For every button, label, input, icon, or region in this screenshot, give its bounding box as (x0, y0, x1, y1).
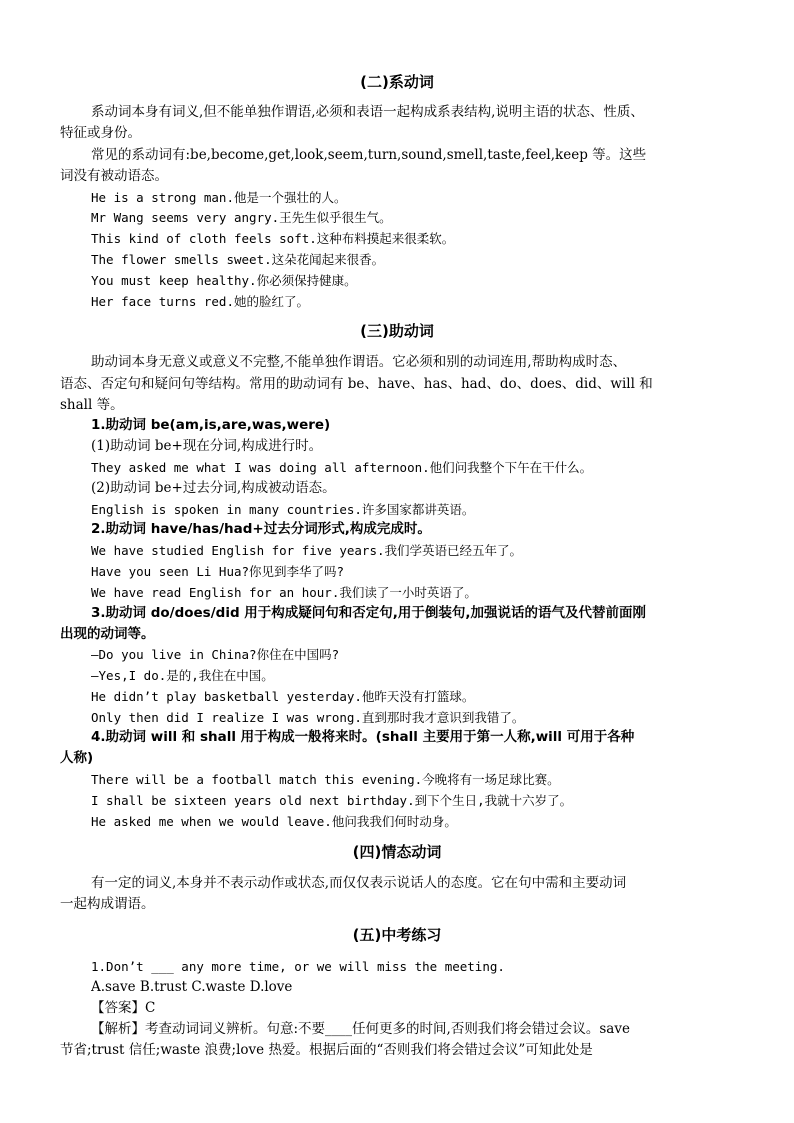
example-sentence: He asked me when we would leave.他问我我们何时动身。 (91, 814, 457, 829)
example-sentence: He didn’t play basketball yesterday.他昨天没有打篮球。 (91, 689, 475, 704)
example-sentence: I shall be sixteen years old next birthday.到下个生日,我就十六岁了。 (91, 793, 573, 808)
rule-line: (1)助动词 be+现在分词,构成进行时。 (91, 438, 323, 454)
paragraph-line: 系动词本身有词义,但不能单独作谓语,必须和表语一起构成系表结构,说明主语的状态、性质、 (91, 104, 644, 120)
example-sentence: Have you seen Li Hua?你见到李华了吗? (91, 564, 345, 579)
example-sentence: The flower smells sweet.这朵花闻起来很香。 (91, 252, 385, 267)
paragraph-line: 助动词本身无意义或意义不完整,不能单独作谓语。它必须和别的动词连用,帮助构成时态、 (91, 354, 627, 370)
paragraph-line: 有一定的词义,本身并不表示动作或状态,而仅仅表示说话人的态度。它在句中需和主要动词 (91, 875, 627, 891)
example-sentence: There will be a football match this evening.今晚将有一场足球比赛。 (91, 772, 560, 787)
subheading: 出现的动词等。 (60, 626, 155, 642)
subheading: 2.助动词 have/has/had+过去分词形式,构成完成时。 (91, 521, 431, 537)
question-options: A.save B.trust C.waste D.love (91, 979, 293, 995)
paragraph-line: 词没有被动语态。 (60, 168, 168, 184)
example-sentence: You must keep healthy.你必须保持健康。 (91, 273, 357, 288)
example-sentence: —Yes,I do.是的,我住在中国。 (91, 668, 274, 683)
paragraph-line: 一起构成谓语。 (60, 896, 155, 912)
subheading: 3.助动词 do/does/did 用于构成疑问句和否定句,用于倒装句,加强说话的语气及代替前面刚 (91, 605, 647, 621)
answer-line: 【答案】C (91, 1000, 156, 1016)
example-sentence: Her face turns red.她的脸红了。 (91, 294, 309, 309)
rule-line: (2)助动词 be+过去分词,构成被动语态。 (91, 480, 336, 496)
example-sentence: —Do you live in China?你住在中国吗? (91, 647, 340, 662)
section-title-auxiliary-verbs: (三)助动词 (360, 322, 434, 340)
paragraph-line: 特征或身份。 (60, 125, 141, 141)
section-title-linking-verbs: (二)系动词 (360, 73, 434, 91)
subheading: 1.助动词 be(am,is,are,was,were) (91, 417, 331, 433)
explanation-line: 【解析】考查动词词义辨析。句意:不要____任何更多的时间,否则我们将会错过会议。save (91, 1021, 630, 1037)
example-sentence: We have studied English for five years.我们学英语已经五年了。 (91, 543, 523, 558)
example-sentence: Mr Wang seems very angry.王先生似乎很生气。 (91, 210, 392, 225)
paragraph-line: shall 等。 (60, 397, 124, 413)
paragraph-line: 常见的系动词有:be,become,get,look,seem,turn,sound,smell,taste,feel,keep 等。这些 (91, 147, 647, 163)
example-sentence: They asked me what I was doing all afternoon.他们问我整个下午在干什么。 (91, 460, 593, 475)
example-sentence: This kind of cloth feels soft.这种布料摸起来很柔软。 (91, 231, 455, 246)
example-sentence: He is a strong man.他是一个强壮的人。 (91, 190, 347, 205)
example-sentence: We have read English for an hour.我们读了一小时英语了。 (91, 585, 477, 600)
subheading: 4.助动词 will 和 shall 用于构成一般将来时。(shall 主要用于第一人称,will 可用于各种 (91, 729, 635, 745)
section-title-modal-verbs: (四)情态动词 (352, 843, 442, 861)
example-sentence: English is spoken in many countries.许多国家都讲英语。 (91, 502, 475, 517)
section-title-exam-practice: (五)中考练习 (352, 926, 442, 944)
explanation-line: 节省;trust 信任;waste 浪费;love 热爱。根据后面的“否则我们将会错过会议”可知此处是 (60, 1042, 593, 1058)
subheading: 人称) (60, 750, 94, 766)
question-text: 1.Don’t ___ any more time, or we will miss the meeting. (91, 959, 505, 974)
example-sentence: Only then did I realize I was wrong.直到那时我才意识到我错了。 (91, 710, 525, 725)
paragraph-line: 语态、否定句和疑问句等结构。常用的助动词有 be、have、has、had、do、does、did、will 和 (60, 376, 653, 392)
